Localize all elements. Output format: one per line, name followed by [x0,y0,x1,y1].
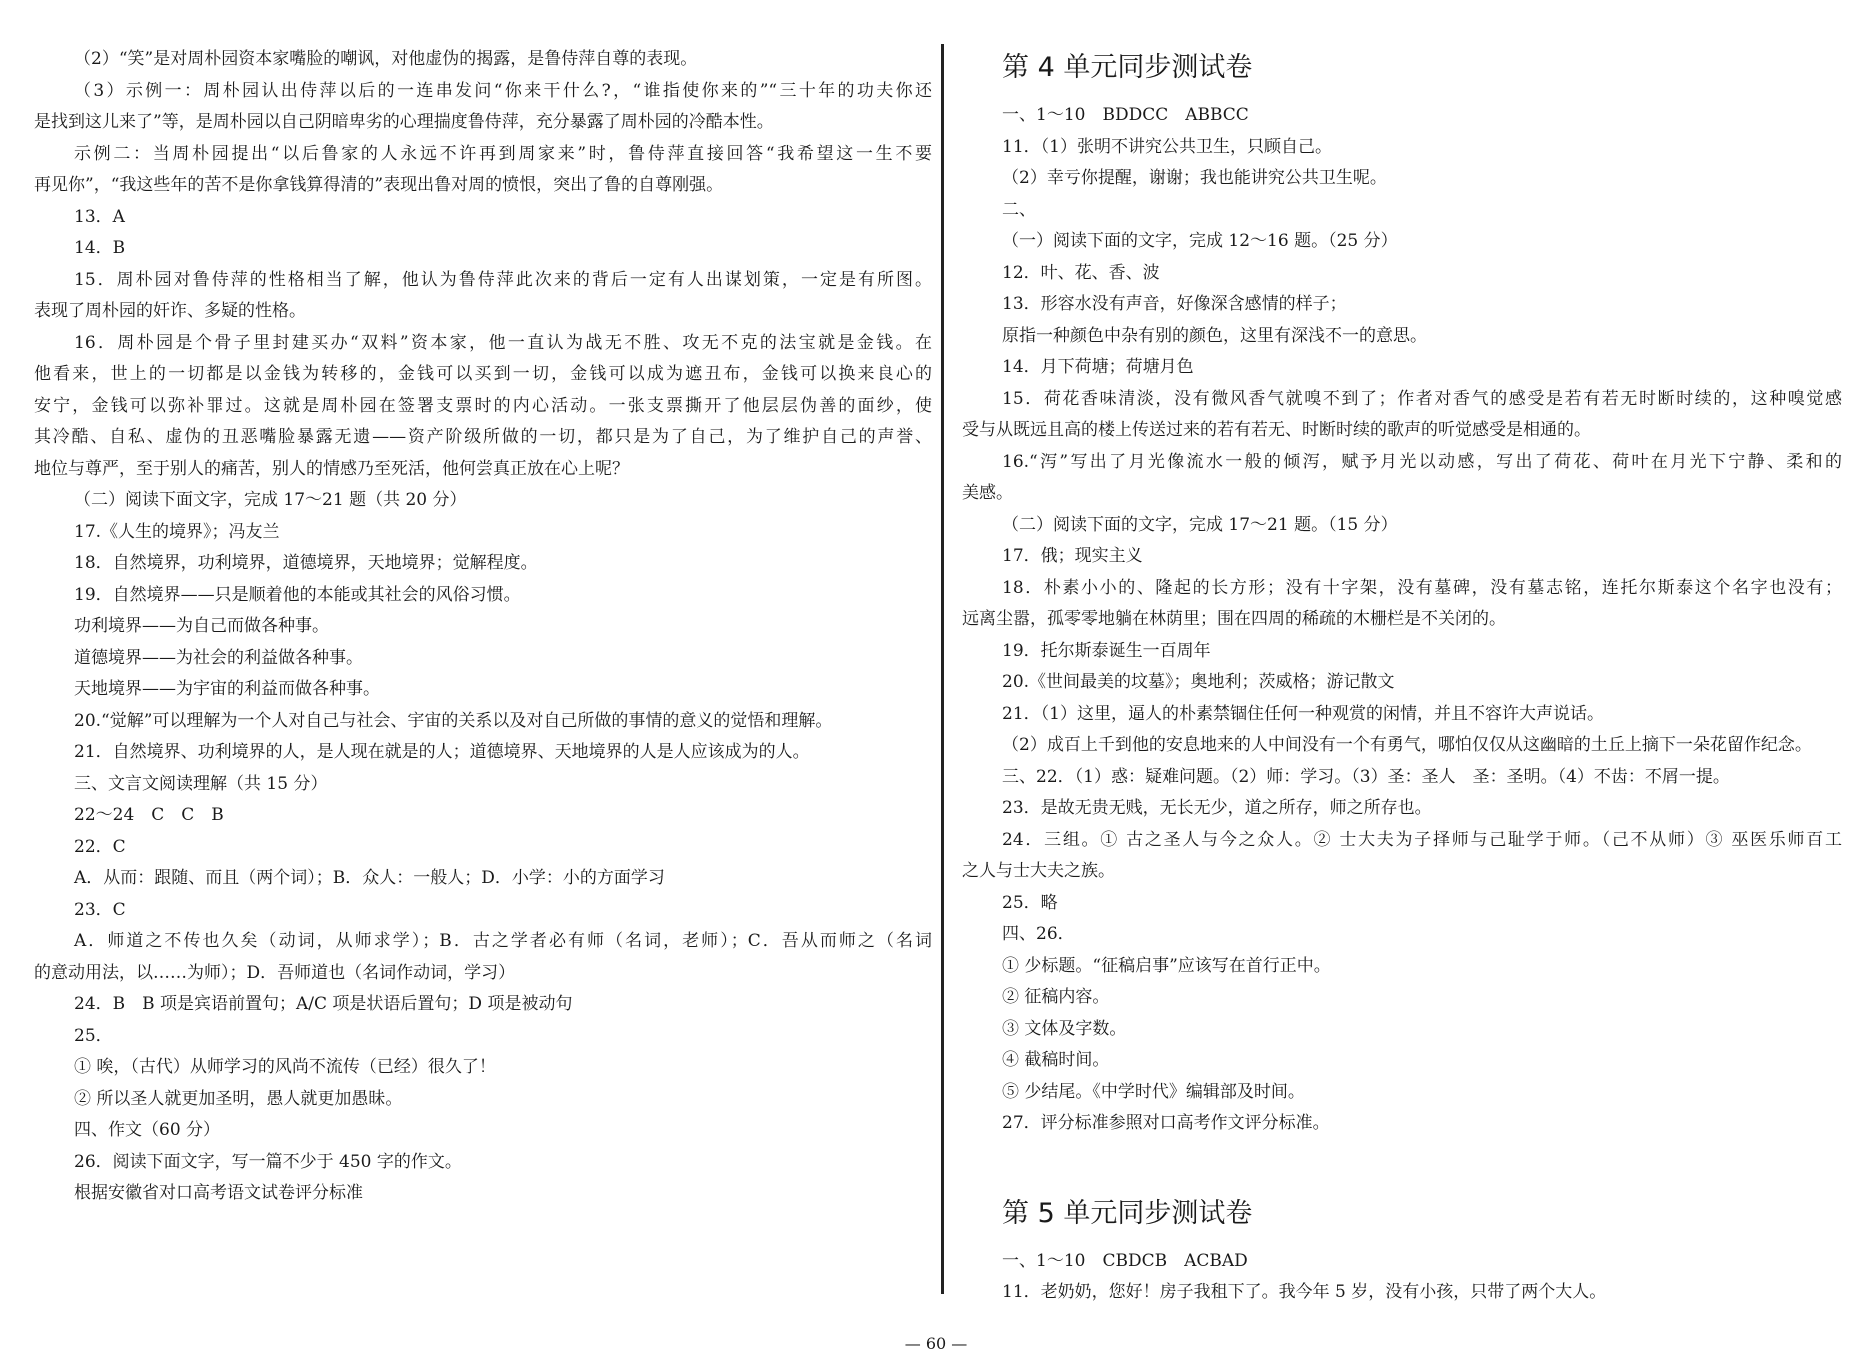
answer-line: 远离尘嚣，孤零零地躺在林荫里；围在四周的稀疏的木栅栏是不关闭的。 [962,609,1506,629]
answer-line: ① 唉，（古代）从师学习的风尚不流传（已经）很久了！ [74,1057,496,1077]
unit-4-answers [962,100,1842,1140]
answer-line: 14．月下荷塘；荷塘月色 [1002,357,1194,377]
answer-line: 四、作文（60 分） [74,1120,221,1140]
answer-line: ① 少标题。“征稿启事”应该写在首行正中。 [1002,955,1331,976]
answer-line: 的意动用法，以……为师）；D．吾师道也（名词作动词，学习） [34,962,516,983]
answer-line: （一）阅读下面的文字，完成 12～16 题。（25 分） [1002,231,1398,251]
answer-line: 20.“觉解”可以理解为一个人对自己与社会、宇宙的关系以及对自己所做的事情的意义的觉悟和理解。 [74,710,833,731]
answer-line: 15．周朴园对鲁侍萍的性格相当了解，他认为鲁侍萍此次来的背后一定有人出谋划策，一定是有所图。 [74,269,932,290]
answer-line: 18．自然境界，功利境界，道德境界，天地境界；觉解程度。 [74,553,538,573]
answer-line: 17．俄；现实主义 [1002,546,1143,566]
answer-line: 24．三组。① 古之圣人与今之众人。② 士大夫为子择师与己耻学于师。（己不从师）③ 巫医乐师百工 [1002,829,1842,850]
answer-line: A．从而：跟随、而且（两个词）；B．众人：一般人；D．小学：小的方面学习 [74,868,665,888]
right-column [962,44,1842,1309]
page-number: — 60 — [904,1334,968,1353]
answer-line: （二）阅读下面的文字，完成 17～21 题。（15 分） [1002,514,1398,535]
answer-line: 27．评分标准参照对口高考作文评分标准。 [1002,1113,1330,1133]
answer-line: 四、26． [1002,924,1075,944]
answer-line: ② 征稿内容。 [1002,987,1110,1007]
answer-line: 天地境界——为宇宙的利益而做各种事。 [74,679,380,699]
answer-line: 17.《人生的境界》；冯友兰 [74,521,280,542]
answer-line: 24．B B 项是宾语前置句；A/C 项是状语后置句；D 项是被动句 [74,994,573,1014]
answer-line: 16．周朴园是个骨子里封建买办“双料”资本家，他一直认为战无不胜、攻无不克的法宝就是金钱。在 [74,332,932,353]
answer-line: 一、1～10 CBDCB ACBAD [1002,1250,1248,1271]
answer-line: 13．形容水没有声音，好像深含感情的样子； [1002,294,1347,314]
column-divider [941,44,944,1294]
unit-5-answers [962,1246,1842,1309]
answer-line: ② 所以圣人就更加圣明，愚人就更加愚昧。 [74,1088,403,1109]
answer-line: 一、1～10 BDDCC ABBCC [1002,105,1249,125]
answer-line: 22．C [74,836,126,857]
answer-line: 原指一种颜色中杂有别的颜色，这里有深浅不一的意思。 [1002,325,1427,346]
answer-line: 他看来，世上的一切都是以金钱为转移的，金钱可以买到一切，金钱可以成为遮丑布，金钱可以换来良心的 [34,364,932,384]
answer-line: 表现了周朴园的奸诈、多疑的性格。 [34,301,306,321]
answer-line: 25．略 [1002,892,1058,913]
answer-line: 受与从既远且高的楼上传送过来的若有若无、时断时续的歌声的听觉感受是相通的。 [962,420,1591,440]
answer-line: 19．托尔斯泰诞生一百周年 [1002,640,1211,661]
answer-line: 25． [74,1025,113,1046]
answer-line: 18．朴素小小的、隆起的长方形；没有十字架，没有墓碑，没有墓志铭，连托尔斯泰这个名字也没有； [1002,577,1842,598]
answer-line: ⑤ 少结尾。《中学时代》编辑部及时间。 [1002,1081,1305,1102]
answer-line: 二、 [1002,199,1036,220]
answer-line: 三、文言文阅读理解（共 15 分） [74,773,328,794]
answer-line: 12．叶、花、香、波 [1002,262,1160,283]
answer-line: ④ 截稿时间。 [1002,1050,1110,1070]
answer-line: 示例二：当周朴园提出“以后鲁家的人永远不许再到周家来”时，鲁侍萍直接回答“我希望这一生不要 [74,143,932,164]
answer-line: 其冷酷、自私、虚伪的丑恶嘴脸暴露无遗——资产阶级所做的一切，都只是为了自己，为了维护自己的声誉、 [34,427,932,447]
answer-line: 再见你”，“我这些年的苦不是你拿钱算得清的”表现出鲁对周的愤恨，突出了鲁的自尊刚强。 [34,175,724,195]
answer-line: （2）成百上千到他的安息地来的人中间没有一个有勇气，哪怕仅仅从这幽暗的土丘上摘下一朵花留作纪念。 [1002,735,1812,755]
answer-line: 11．老奶奶，您好！房子我租下了。我今年 5 岁，没有小孩，只带了两个大人。 [1002,1282,1607,1302]
answer-line: （二）阅读下面文字，完成 17～21 题（共 20 分） [74,490,467,510]
answer-line: 20.《世间最美的坟墓》；奥地利；茨威格；游记散文 [1002,672,1395,692]
answer-line: 22～24 C C B [74,805,224,825]
answer-line: 14．B [74,238,126,258]
answer-line: 13．A [74,206,125,227]
answer-line: （3）示例一：周朴园认出侍萍以后的一连串发问“你来干什么?，“谁指使你来的”“三十年的功夫你还 [74,80,932,101]
section-gap [962,1140,1842,1190]
answer-line: （2）幸亏你提醒，谢谢；我也能讲究公共卫生呢。 [1002,168,1387,188]
answer-line: 三、22．（1）惑：疑难问题。（2）师：学习。（3）圣：圣人 圣：圣明。（4）不齿：不屑一提。 [1002,766,1730,787]
answer-line: ③ 文体及字数。 [1002,1018,1127,1039]
answer-line: 是找到这儿来了”等，是周朴园以自己阴暗卑劣的心理揣度鲁侍萍，充分暴露了周朴园的冷酷本性。 [34,112,774,132]
answer-line: 23．是故无贵无贱，无长无少，道之所存，师之所存也。 [1002,798,1432,818]
answer-line: 之人与士大夫之族。 [962,861,1115,881]
answer-line: 道德境界——为社会的利益做各种事。 [74,647,363,668]
answer-line: 16.“泻”写出了月光像流水一般的倾泻，赋予月光以动感，写出了荷花、荷叶在月光下宁静、柔和的 [1002,451,1842,472]
answer-line: 美感。 [962,483,1013,503]
answer-line: 26．阅读下面文字，写一篇不少于 450 字的作文。 [74,1151,462,1172]
section-title-unit-4: 第 4 单元同步测试卷 [1002,52,1253,83]
answer-line: 根据安徽省对口高考语文试卷评分标准 [74,1183,363,1203]
answer-line: 11．（1）张明不讲究公共卫生，只顾自己。 [1002,136,1332,157]
answer-line: 地位与尊严，至于别人的痛苦，别人的情感乃至死活，他何尝真正放在心上呢？ [34,458,629,479]
answer-line: 21．自然境界、功利境界的人，是人现在就是的人；道德境界、天地境界的人是人应该成为的人。 [74,742,810,762]
answer-line: 安宁，金钱可以弥补罪过。这就是周朴园在签署支票时的内心活动。一张支票撕开了他层层伪善的面纱，使 [34,395,932,416]
answer-line: 功利境界——为自己而做各种事。 [74,616,329,636]
left-column [34,44,932,1210]
answer-line: （2）“笑”是对周朴园资本家嘴脸的嘲讽，对他虚伪的揭露，是鲁侍萍自尊的表现。 [74,49,698,69]
answer-line: A．师道之不传也久矣（动词，从师求学）；B．古之学者必有师（名词，老师）；C．吾从而师之（名词 [74,931,932,951]
section-title-unit-5: 第 5 单元同步测试卷 [1002,1197,1253,1229]
answer-line: 23．C [74,899,126,920]
answer-line: 19．自然境界——只是顺着他的本能或其社会的风俗习惯。 [74,584,521,605]
answer-line: 21．（1）这里，逼人的朴素禁锢住任何一种观赏的闲情，并且不容许大声说话。 [1002,703,1604,724]
answer-line: 15．荷花香味清淡，没有微风香气就嗅不到了；作者对香气的感受是若有若无时断时续的，这种嗅觉感 [1002,388,1842,409]
